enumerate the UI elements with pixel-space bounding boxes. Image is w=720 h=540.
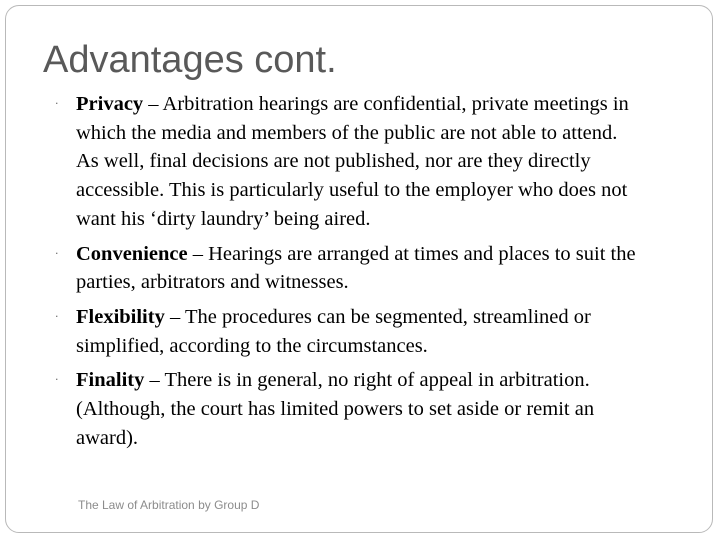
bullet-list (0, 90, 720, 458)
bullet-icon: · (55, 97, 59, 110)
bullet-separator: – (164, 305, 185, 328)
slide-title: Advantages cont. (43, 39, 337, 81)
bullet-separator: – (187, 242, 209, 265)
bullet-icon: · (55, 373, 59, 387)
bullet-icon: · (55, 246, 59, 260)
bullet-term: Privacy (76, 93, 144, 115)
bullet-text: The procedures can be segmented, streamlined or simplified, according to the circumstances. (76, 305, 591, 357)
bullet-text: There is in general, no right of appeal in arbitration. (Although, the court has limited powers to set aside or remit an award). (76, 369, 595, 449)
bullet-icon: · (55, 309, 59, 323)
bullet-item-finality (0, 366, 636, 452)
bullet-item-convenience (0, 240, 636, 297)
bullet-term: Flexibility (76, 305, 165, 328)
bullet-item-flexibility (0, 303, 636, 360)
bullet-text: Arbitration hearings are confidential, private meetings in which the media and members of the public are not able to attend. As well, final decisions are not published, nor are they directly accessible. This is particularly useful to the employer who does not want his ‘dirty laundry’ being aired. (76, 93, 629, 230)
bullet-term: Convenience (76, 242, 188, 265)
slide-footer: The Law of Arbitration by Group D (78, 498, 260, 512)
bullet-term: Finality (76, 369, 145, 392)
bullet-item-privacy (0, 90, 636, 234)
bullet-separator: – (143, 93, 163, 115)
bullet-text: Hearings are arranged at times and places to suit the parties, arbitrators and witnesses. (76, 242, 636, 294)
bullet-separator: – (144, 369, 165, 392)
